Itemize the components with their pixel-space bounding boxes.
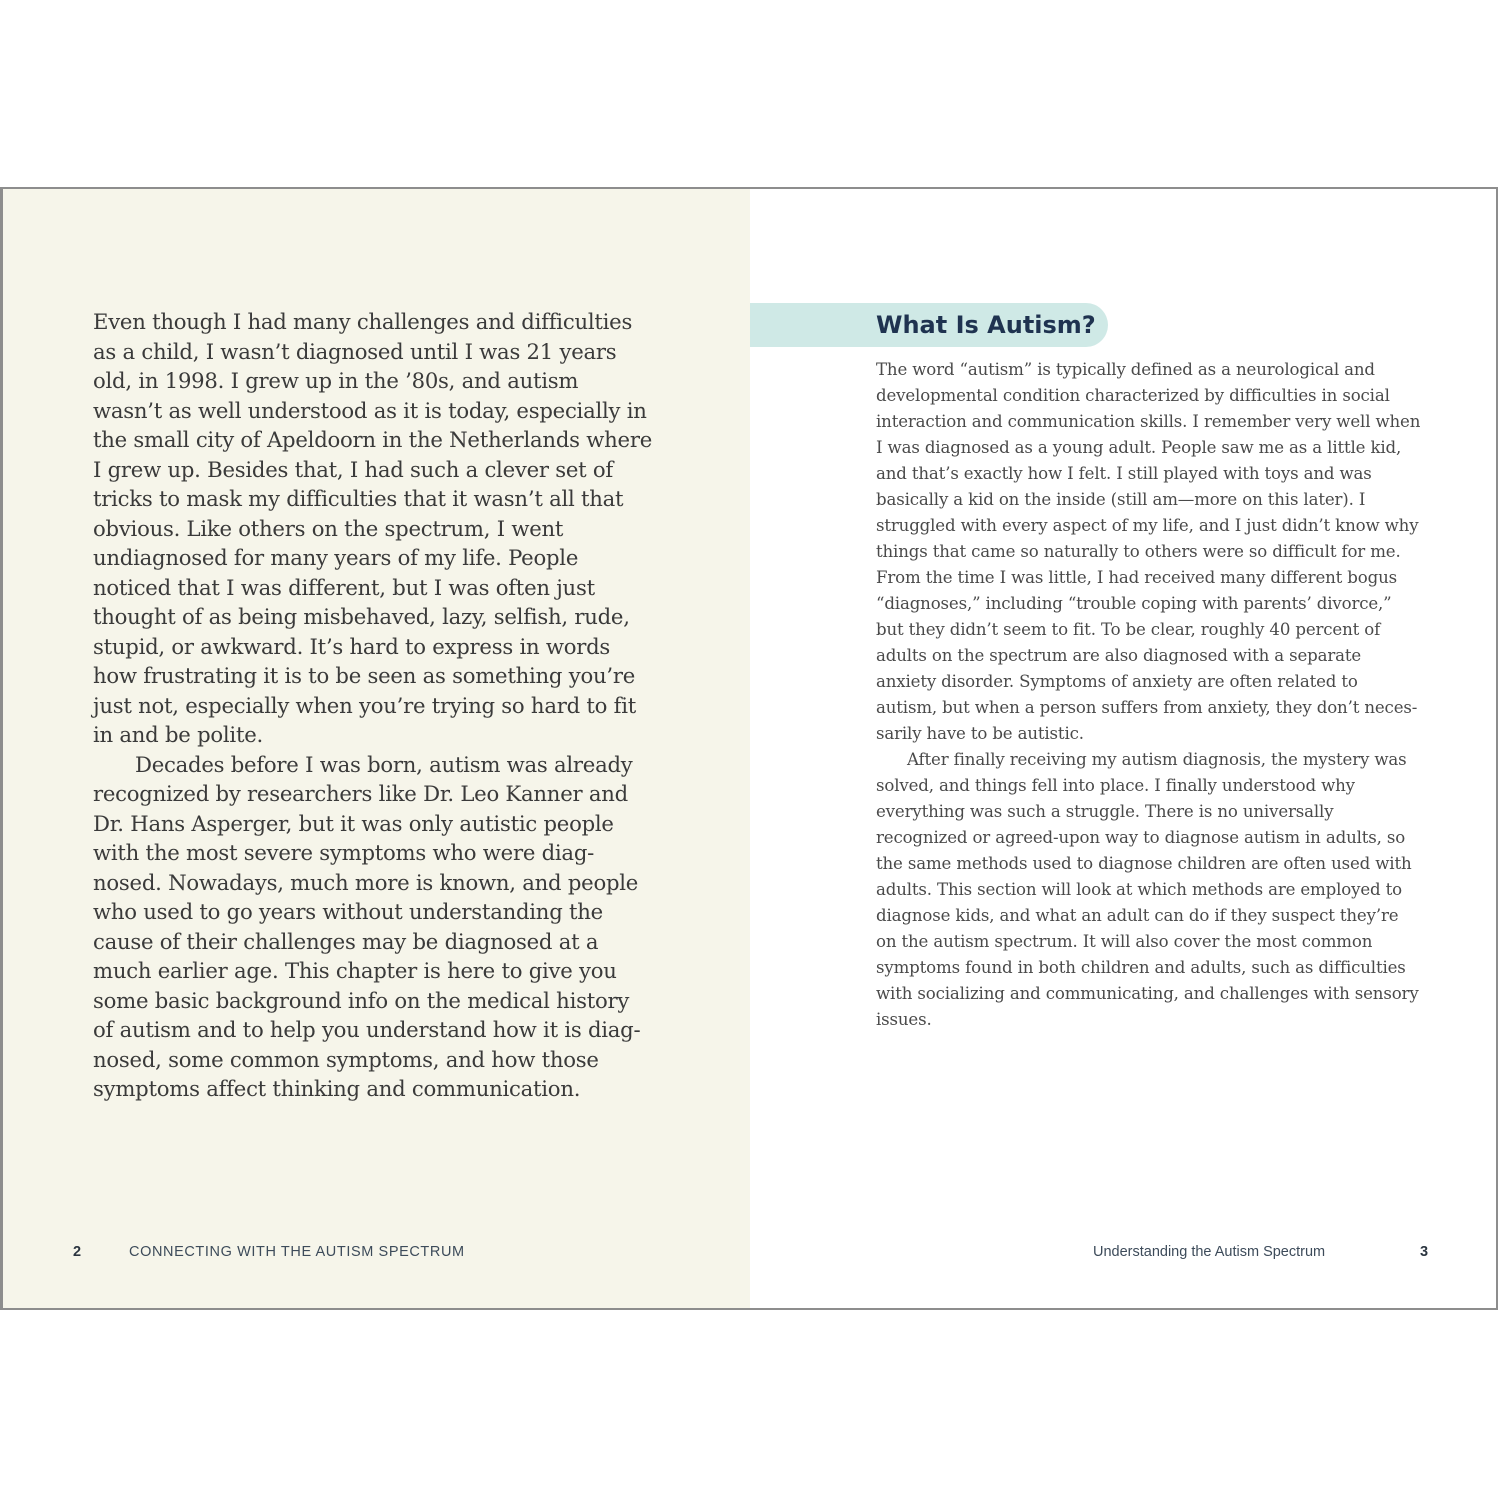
left-page: [3, 189, 750, 1308]
right-page: [750, 189, 1496, 1308]
right-running-head: Understanding the Autism Spectrum: [1093, 1244, 1326, 1260]
left-running-head: CONNECTING WITH THE AUTISM SPECTRUM: [129, 1244, 465, 1260]
right-paragraph-1: The word “autism” is typically defined as a neurological and developmental condition characterized by difficulties in social interaction and communication skills. I remember very well when I was diagnosed as a young adult. People saw me as a little kid, and that’s exactly how I felt. I still played with toys and was basically a kid on the inside (still am—more on this later). I struggled with every aspect of my life, and I just didn’t know why things that came so naturally to others were so difficult for me. From the time I was little, I had received many different bogus “diagnoses,” including “trouble coping with parents’ divorce,” but they didn’t seem to fit. To be clear, roughly 40 percent of adults on the spectrum are also diagnosed with a separate anxiety disorder. Symptoms of anxiety are often related to autism, but when a person suffers from anxiety, they don’t necessarily have to be autistic.: [876, 360, 1421, 743]
left-page-body: [93, 307, 653, 1104]
section-heading-band: [750, 303, 1108, 347]
right-page-body: [876, 357, 1421, 1033]
section-heading: What Is Autism?: [876, 311, 1096, 339]
left-paragraph-2: Decades before I was born, autism was already recognized by researchers like Dr. Leo Kanner and Dr. Hans Asperger, but it was only autistic people with the most severe symptoms who were diagnosed. Nowadays, much more is known, and people who used to go years without understanding the cause of their challenges may be diagnosed at a much earlier age. This chapter is here to give you some basic background info on the medical history of autism and to help you understand how it is diagnosed, some common symptoms, and how those symptoms affect thinking and communication.: [93, 751, 641, 1101]
book-spread: [0, 187, 1498, 1310]
right-paragraph-2: After finally receiving my autism diagnosis, the mystery was solved, and things fell into place. I finally understood why everything was such a struggle. There is no universally recognized or agreed-upon way to diagnose autism in adults, so the same methods used to diagnose children are often used with adults. This section will look at which methods are employed to diagnose kids, and what an adult can do if they suspect they’re on the autism spectrum. It will also cover the most common symptoms found in both children and adults, such as difficulties with socializing and communicating, and challenges with sensory issues.: [876, 750, 1419, 1029]
left-page-number: 2: [73, 1244, 82, 1260]
right-page-number: 3: [1420, 1244, 1429, 1260]
left-paragraph-1: Even though I had many challenges and difficulties as a child, I wasn’t diagnosed until I was 21 years old, in 1998. I grew up in the ’80s, and autism wasn’t as well understood as it is today, especially in the small city of Apeldoorn in the Netherlands where I grew up. Besides that, I had such a clever set of tricks to mask my difficulties that it wasn’t all that obvious. Like others on the spectrum, I went undiagnosed for many years of my life. People noticed that I was different, but I was often just thought of as being misbehaved, lazy, selfish, rude, stupid, or awkward. It’s hard to express in words how frustrating it is to be seen as something you’re just not, especially when you’re trying so hard to fit in and be polite.: [93, 309, 652, 747]
